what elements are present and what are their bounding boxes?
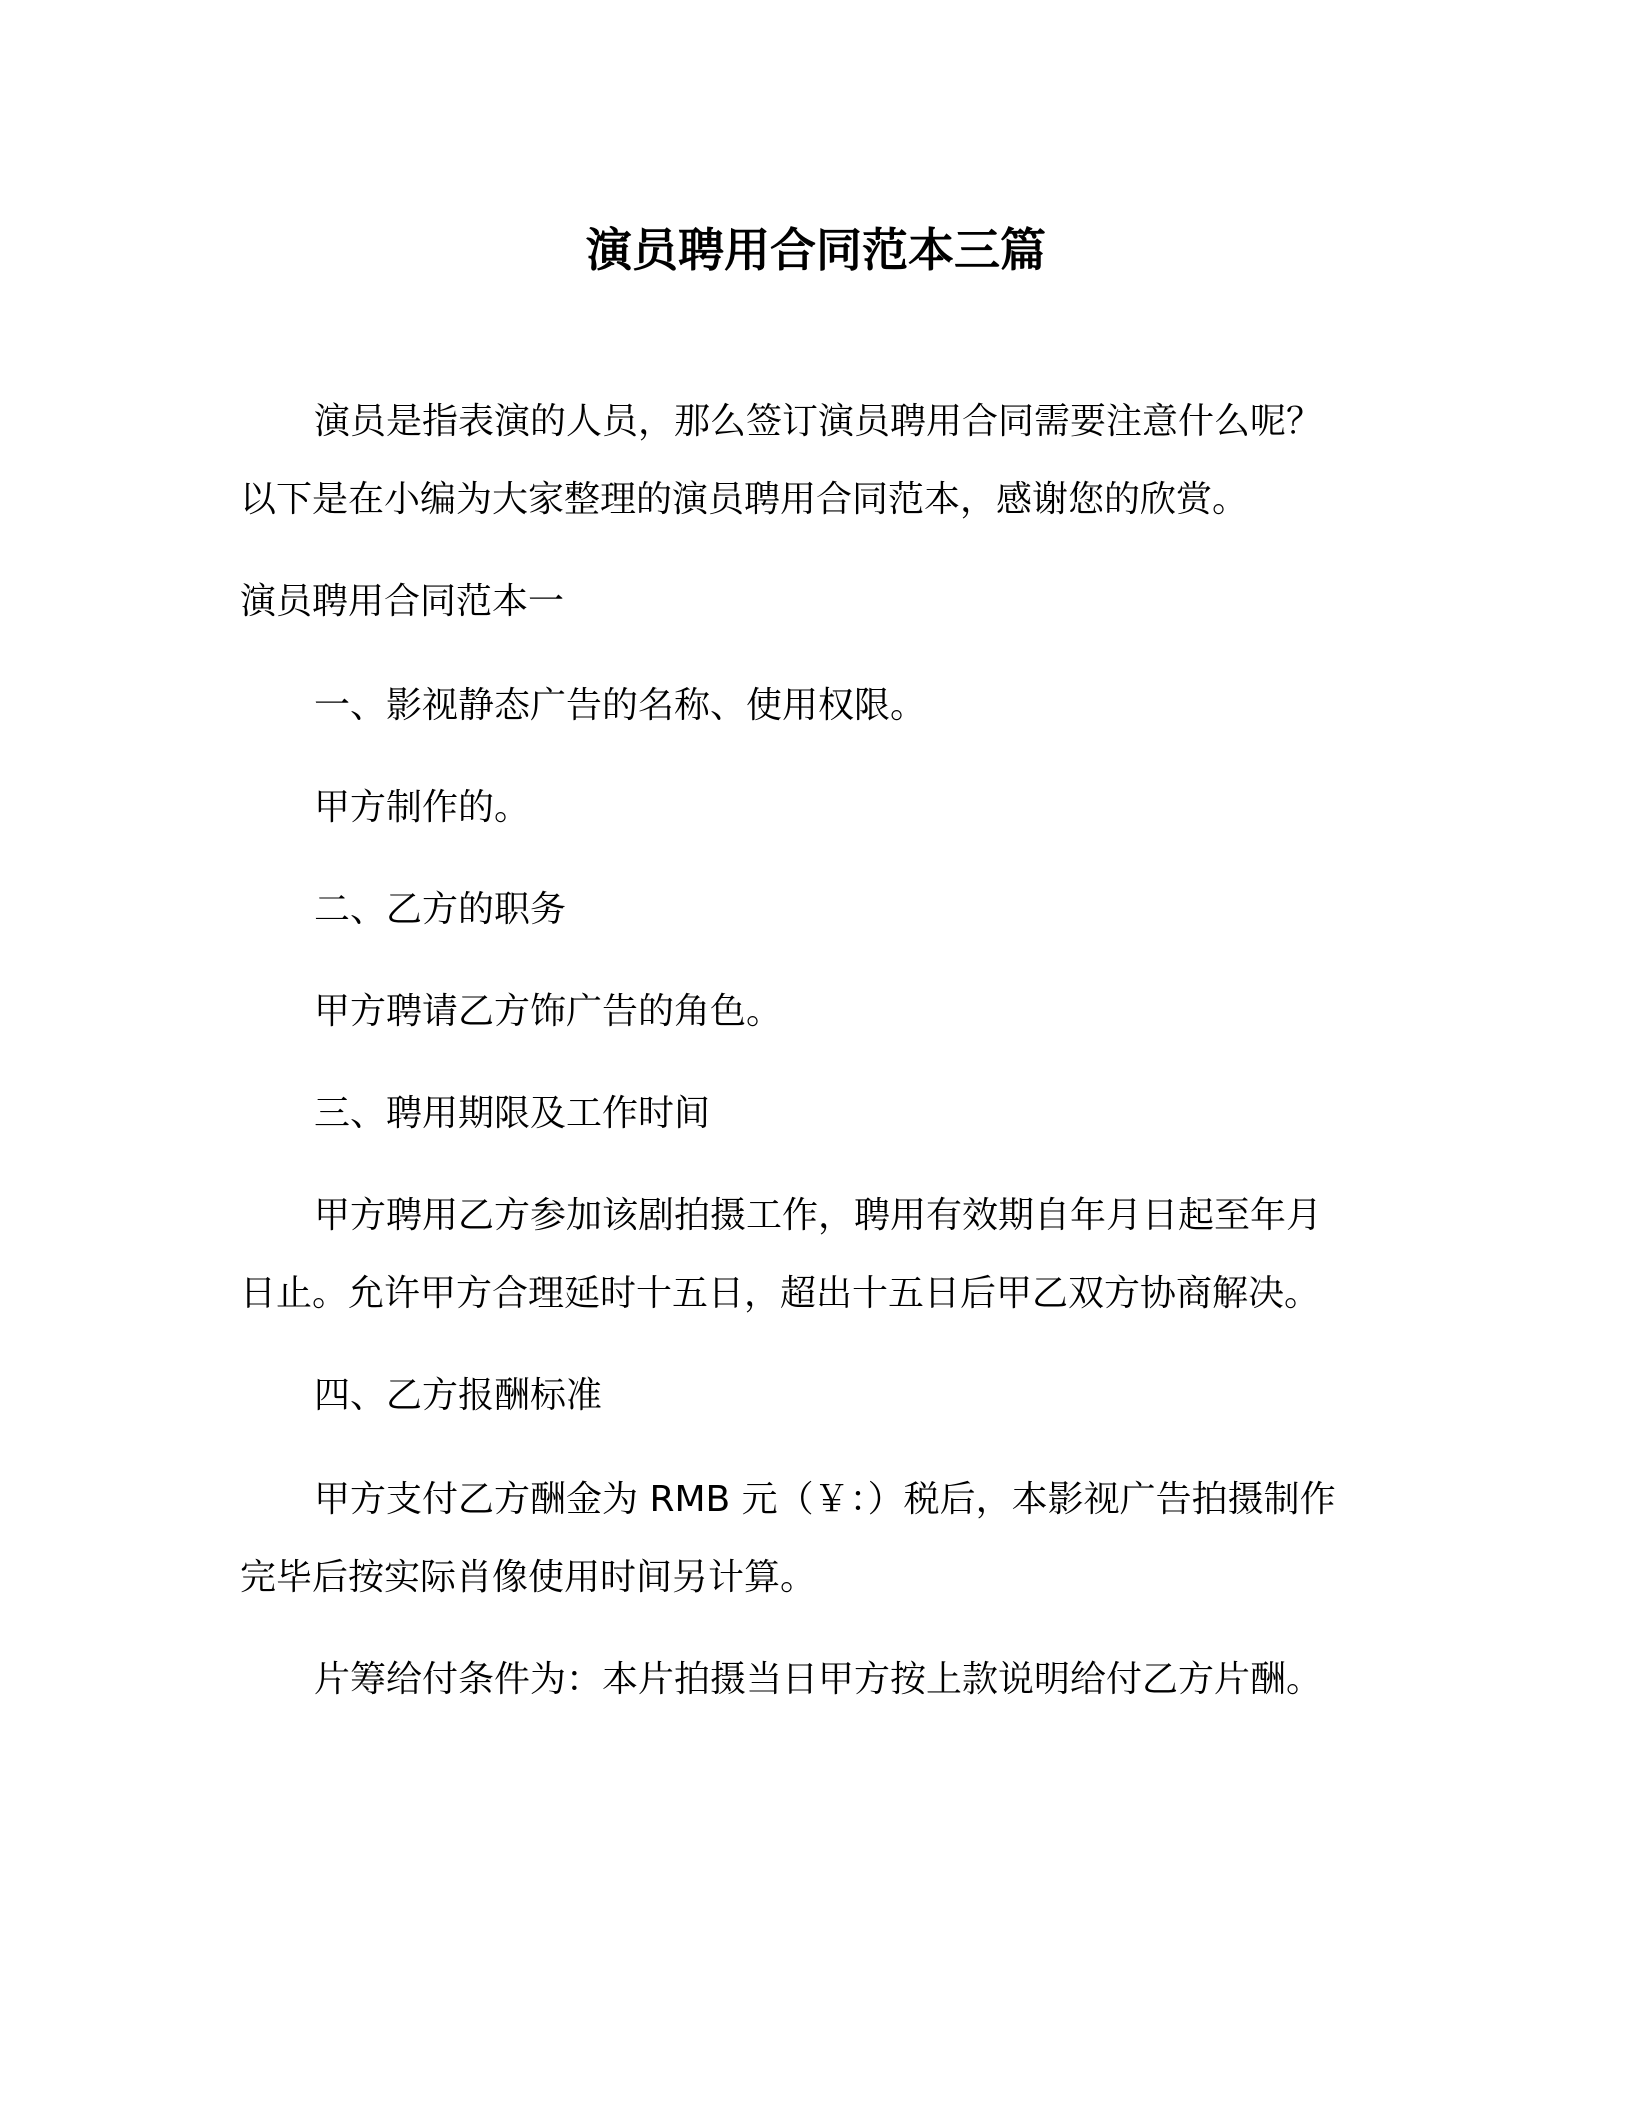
clause-body-1: 甲方制作的。 [314, 787, 531, 828]
clause-body-4-line-3: 片筹给付条件为：本片拍摄当日甲方按上款说明给付乙方片酬。 [314, 1659, 1323, 1700]
clause-body-3-line-2: 日止。允许甲方合理延时十五日，超出十五日后甲乙双方协商解决。 [240, 1273, 1321, 1314]
clause-body-3-line-1: 甲方聘用乙方参加该剧拍摄工作，聘用有效期自年月日起至年月 [314, 1195, 1323, 1236]
document-title: 演员聘用合同范本三篇 [586, 223, 1046, 277]
clause-heading-4: 四、乙方报酬标准 [314, 1375, 603, 1416]
clause-heading-2: 二、乙方的职务 [314, 889, 567, 930]
section-heading: 演员聘用合同范本一 [240, 581, 565, 622]
clause-body-2: 甲方聘请乙方饰广告的角色。 [314, 991, 783, 1032]
clause-body-4-line-2: 完毕后按实际肖像使用时间另计算。 [240, 1557, 817, 1598]
intro-line-2: 以下是在小编为大家整理的演员聘用合同范本，感谢您的欣赏。 [240, 479, 1249, 520]
clause-heading-3: 三、聘用期限及工作时间 [314, 1093, 711, 1134]
clause-body-4-line-1: 甲方支付乙方酬金为 RMB 元（￥：）税后，本影视广告拍摄制作 [314, 1479, 1336, 1520]
intro-line-1: 演员是指表演的人员，那么签订演员聘用合同需要注意什么呢？ [314, 401, 1323, 442]
clause-heading-1: 一、影视静态广告的名称、使用权限。 [314, 685, 927, 726]
